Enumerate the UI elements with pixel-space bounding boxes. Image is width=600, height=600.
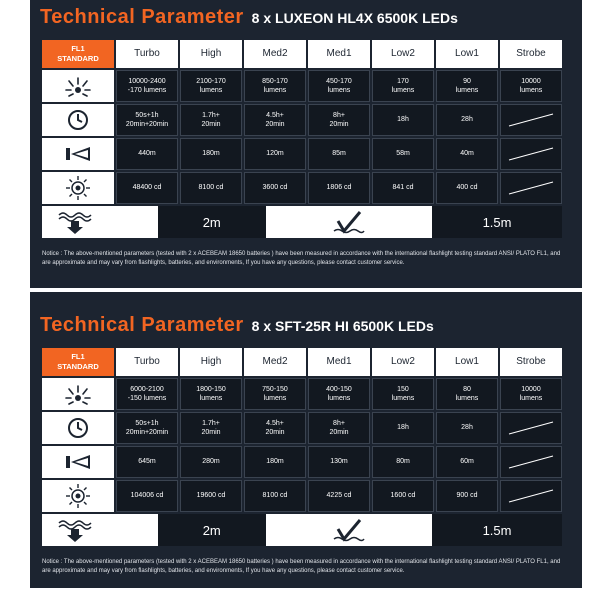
mode-header-turbo: Turbo (116, 40, 178, 68)
table-cell: 450-170 lumens (308, 70, 370, 102)
runtime-clock-icon (66, 108, 90, 132)
strobe-slash-icon (507, 488, 555, 504)
table-cell: 2100-170 lumens (180, 70, 242, 102)
impact-resistance-value: 2m (158, 514, 266, 546)
table-cell: 6000-2100 -150 lumens (116, 378, 178, 410)
table-cell: 170 lumens (372, 70, 434, 102)
impact-resistance-icon (55, 209, 95, 235)
table-cell: 400-150 lumens (308, 378, 370, 410)
table-cell: 750-150 lumens (244, 378, 306, 410)
table-cell: 48400 cd (116, 172, 178, 204)
table-cell: 8100 cd (244, 480, 306, 512)
table-cell: 1.7h+ 20min (180, 104, 242, 136)
beam-distance-icon (63, 452, 93, 472)
fl1-standard-label: FL1 STANDARD (42, 348, 114, 376)
table-cell: 180m (180, 138, 242, 170)
table-cell: 10000 lumens (500, 378, 562, 410)
table-cell: 150 lumens (372, 378, 434, 410)
strobe-na-cell (500, 412, 562, 444)
mode-header-med1: Med1 (308, 348, 370, 376)
table-row-brightness (42, 70, 562, 102)
mode-header-strobe: Strobe (500, 40, 562, 68)
table-cell: 8h+ 20min (308, 412, 370, 444)
mode-header-med2: Med2 (244, 348, 306, 376)
table-cell: 19600 cd (180, 480, 242, 512)
brightness-icon (63, 383, 93, 405)
strobe-slash-icon (507, 180, 555, 196)
spec-table (42, 40, 562, 238)
table-cell: 18h (372, 412, 434, 444)
strobe-slash-icon (507, 454, 555, 470)
spec-table (42, 348, 562, 546)
fl1-standard-label: FL1 STANDARD (42, 40, 114, 68)
table-header-row (42, 40, 562, 68)
table-cell: 440m (116, 138, 178, 170)
table-row-runtime (42, 104, 562, 136)
table-cell: 841 cd (372, 172, 434, 204)
table-cell: 850-170 lumens (244, 70, 306, 102)
table-header-row (42, 348, 562, 376)
table-cell: 280m (180, 446, 242, 478)
mode-header-low2: Low2 (372, 40, 434, 68)
table-row-runtime (42, 412, 562, 444)
waterproof-value: 1.5m (432, 206, 562, 238)
panel-title: Technical Parameter (40, 6, 244, 28)
panel-heading (40, 6, 458, 29)
impact-waterproof-row (42, 206, 562, 238)
notice-text: Notice : The above-mentioned parameters (tested with 2 x ACEBEAM 18650 batteries ) have been measured in accordance with the international flashlight testing standard ANSI/ PLATO FL1, and are approximate and may vary from flashlights, batteries, and environments, If you have any questions, please contact customer service. (42, 251, 561, 266)
strobe-slash-icon (507, 420, 555, 436)
impact-resistance-value: 2m (158, 206, 266, 238)
spec-panel-luxeon (30, 0, 582, 288)
panel-subtitle: 8 x SFT-25R HI 6500K LEDs (251, 318, 434, 334)
strobe-slash-icon (507, 112, 555, 128)
table-cell: 40m (436, 138, 498, 170)
table-cell: 8h+ 20min (308, 104, 370, 136)
table-cell: 1800-150 lumens (180, 378, 242, 410)
table-row-intensity (42, 172, 562, 204)
waterproof-icon (332, 517, 366, 543)
table-cell: 1806 cd (308, 172, 370, 204)
table-cell: 645m (116, 446, 178, 478)
beam-intensity-icon (65, 175, 91, 201)
mode-header-low2: Low2 (372, 348, 434, 376)
table-cell: 80 lumens (436, 378, 498, 410)
mode-header-low1: Low1 (436, 40, 498, 68)
table-cell: 28h (436, 412, 498, 444)
table-cell: 120m (244, 138, 306, 170)
table-cell: 28h (436, 104, 498, 136)
beam-intensity-icon (65, 483, 91, 509)
mode-header-med2: Med2 (244, 40, 306, 68)
table-cell: 90 lumens (436, 70, 498, 102)
mode-header-high: High (180, 40, 242, 68)
table-cell: 10000 lumens (500, 70, 562, 102)
table-row-brightness (42, 378, 562, 410)
strobe-na-cell (500, 480, 562, 512)
mode-header-low1: Low1 (436, 348, 498, 376)
strobe-na-cell (500, 446, 562, 478)
table-cell: 130m (308, 446, 370, 478)
strobe-na-cell (500, 138, 562, 170)
table-cell: 4.5h+ 20min (244, 104, 306, 136)
table-row-distance (42, 446, 562, 478)
table-cell: 180m (244, 446, 306, 478)
table-cell: 4.5h+ 20min (244, 412, 306, 444)
brightness-icon (63, 75, 93, 97)
table-cell: 400 cd (436, 172, 498, 204)
table-cell: 58m (372, 138, 434, 170)
panel-subtitle: 8 x LUXEON HL4X 6500K LEDs (251, 10, 458, 26)
table-cell: 1.7h+ 20min (180, 412, 242, 444)
panel-heading (40, 314, 434, 337)
mode-header-med1: Med1 (308, 40, 370, 68)
table-cell: 50s+1h 20min+20min (116, 412, 178, 444)
strobe-na-cell (500, 172, 562, 204)
table-cell: 10000-2400 -170 lumens (116, 70, 178, 102)
table-cell: 8100 cd (180, 172, 242, 204)
spec-panel-sft25r (30, 292, 582, 588)
table-cell: 60m (436, 446, 498, 478)
table-cell: 80m (372, 446, 434, 478)
table-cell: 4225 cd (308, 480, 370, 512)
strobe-slash-icon (507, 146, 555, 162)
table-cell: 85m (308, 138, 370, 170)
runtime-clock-icon (66, 416, 90, 440)
table-cell: 900 cd (436, 480, 498, 512)
impact-waterproof-row (42, 514, 562, 546)
beam-distance-icon (63, 144, 93, 164)
table-cell: 3600 cd (244, 172, 306, 204)
table-row-distance (42, 138, 562, 170)
table-row-intensity (42, 480, 562, 512)
notice-text: Notice : The above-mentioned parameters (tested with 2 x ACEBEAM 18650 batteries ) have been measured in accordance with the international flashlight testing standard ANSI/ PLATO FL1, and are approximate and may vary from flashlights, batteries, and environments, If you have any questions, please contact customer service. (42, 559, 561, 574)
waterproof-icon (332, 209, 366, 235)
mode-header-strobe: Strobe (500, 348, 562, 376)
impact-resistance-icon (55, 517, 95, 543)
strobe-na-cell (500, 104, 562, 136)
table-cell: 104006 cd (116, 480, 178, 512)
table-cell: 18h (372, 104, 434, 136)
mode-header-high: High (180, 348, 242, 376)
table-cell: 50s+1h 20min+20min (116, 104, 178, 136)
table-cell: 1600 cd (372, 480, 434, 512)
panel-title: Technical Parameter (40, 314, 244, 336)
waterproof-value: 1.5m (432, 514, 562, 546)
mode-header-turbo: Turbo (116, 348, 178, 376)
